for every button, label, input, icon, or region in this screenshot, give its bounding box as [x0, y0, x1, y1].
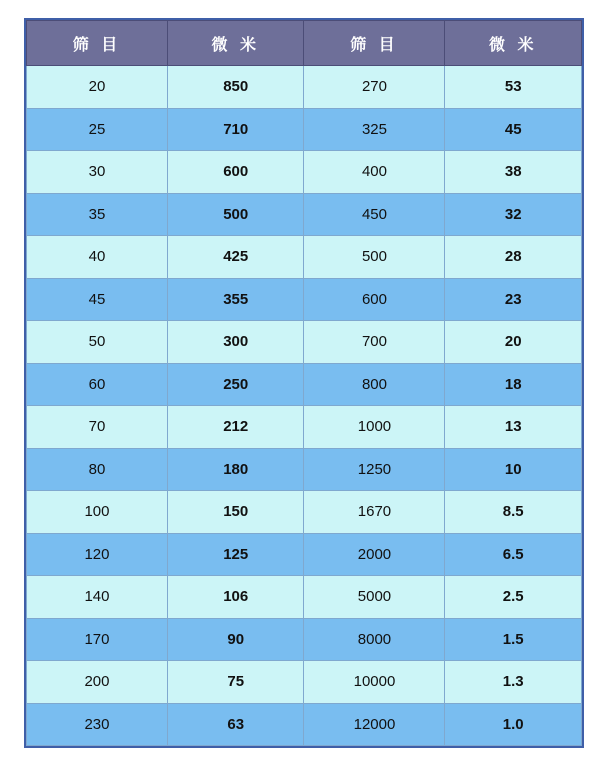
- cell-mesh: 60: [27, 363, 168, 406]
- cell-mesh: 25: [27, 108, 168, 151]
- cell-micron: 10: [445, 448, 582, 491]
- cell-micron: 28: [445, 236, 582, 279]
- cell-mesh: 400: [304, 151, 445, 194]
- column-header-micron-right: 微 米: [445, 21, 582, 66]
- cell-mesh: 20: [27, 66, 168, 109]
- cell-mesh: 70: [27, 406, 168, 449]
- table-row: [27, 151, 582, 194]
- sieve-conversion-table-container: [24, 18, 584, 748]
- cell-micron: 8.5: [445, 491, 582, 534]
- cell-micron: 20: [445, 321, 582, 364]
- cell-mesh: 80: [27, 448, 168, 491]
- cell-micron: 1.0: [445, 703, 582, 746]
- cell-micron: 1.3: [445, 661, 582, 704]
- table-row: [27, 533, 582, 576]
- table-row: [27, 278, 582, 321]
- table-row: [27, 576, 582, 619]
- cell-micron: 106: [167, 576, 304, 619]
- cell-micron: 18: [445, 363, 582, 406]
- cell-mesh: 500: [304, 236, 445, 279]
- cell-micron: 6.5: [445, 533, 582, 576]
- sieve-conversion-table: [26, 20, 582, 746]
- table-header: [27, 21, 582, 66]
- table-row: [27, 618, 582, 661]
- cell-mesh: 50: [27, 321, 168, 364]
- cell-mesh: 200: [27, 661, 168, 704]
- cell-micron: 13: [445, 406, 582, 449]
- cell-micron: 2.5: [445, 576, 582, 619]
- table-row: [27, 236, 582, 279]
- cell-micron: 38: [445, 151, 582, 194]
- cell-mesh: 1250: [304, 448, 445, 491]
- cell-micron: 45: [445, 108, 582, 151]
- cell-micron: 150: [167, 491, 304, 534]
- table-row: [27, 406, 582, 449]
- cell-micron: 90: [167, 618, 304, 661]
- table-row: [27, 703, 582, 746]
- cell-mesh: 45: [27, 278, 168, 321]
- cell-mesh: 8000: [304, 618, 445, 661]
- table-row: [27, 661, 582, 704]
- cell-micron: 355: [167, 278, 304, 321]
- cell-micron: 63: [167, 703, 304, 746]
- cell-micron: 1.5: [445, 618, 582, 661]
- cell-mesh: 10000: [304, 661, 445, 704]
- column-header-micron-left: 微 米: [167, 21, 304, 66]
- table-row: [27, 321, 582, 364]
- cell-mesh: 325: [304, 108, 445, 151]
- cell-micron: 500: [167, 193, 304, 236]
- cell-mesh: 12000: [304, 703, 445, 746]
- table-body: [27, 66, 582, 746]
- cell-mesh: 120: [27, 533, 168, 576]
- cell-micron: 250: [167, 363, 304, 406]
- cell-mesh: 1670: [304, 491, 445, 534]
- cell-micron: 300: [167, 321, 304, 364]
- cell-mesh: 800: [304, 363, 445, 406]
- cell-mesh: 35: [27, 193, 168, 236]
- cell-micron: 600: [167, 151, 304, 194]
- table-row: [27, 448, 582, 491]
- cell-micron: 850: [167, 66, 304, 109]
- cell-mesh: 700: [304, 321, 445, 364]
- cell-mesh: 30: [27, 151, 168, 194]
- header-row: [27, 21, 582, 66]
- cell-micron: 125: [167, 533, 304, 576]
- table-row: [27, 108, 582, 151]
- cell-mesh: 5000: [304, 576, 445, 619]
- cell-mesh: 1000: [304, 406, 445, 449]
- table-row: [27, 491, 582, 534]
- cell-mesh: 2000: [304, 533, 445, 576]
- cell-mesh: 230: [27, 703, 168, 746]
- cell-micron: 23: [445, 278, 582, 321]
- cell-micron: 180: [167, 448, 304, 491]
- cell-micron: 75: [167, 661, 304, 704]
- cell-mesh: 40: [27, 236, 168, 279]
- cell-mesh: 140: [27, 576, 168, 619]
- table-row: [27, 193, 582, 236]
- cell-micron: 32: [445, 193, 582, 236]
- cell-micron: 53: [445, 66, 582, 109]
- column-header-mesh-left: 筛 目: [27, 21, 168, 66]
- cell-mesh: 600: [304, 278, 445, 321]
- table-row: [27, 363, 582, 406]
- column-header-mesh-right: 筛 目: [304, 21, 445, 66]
- cell-mesh: 100: [27, 491, 168, 534]
- table-row: [27, 66, 582, 109]
- cell-micron: 425: [167, 236, 304, 279]
- cell-micron: 710: [167, 108, 304, 151]
- cell-mesh: 170: [27, 618, 168, 661]
- cell-mesh: 270: [304, 66, 445, 109]
- cell-micron: 212: [167, 406, 304, 449]
- cell-mesh: 450: [304, 193, 445, 236]
